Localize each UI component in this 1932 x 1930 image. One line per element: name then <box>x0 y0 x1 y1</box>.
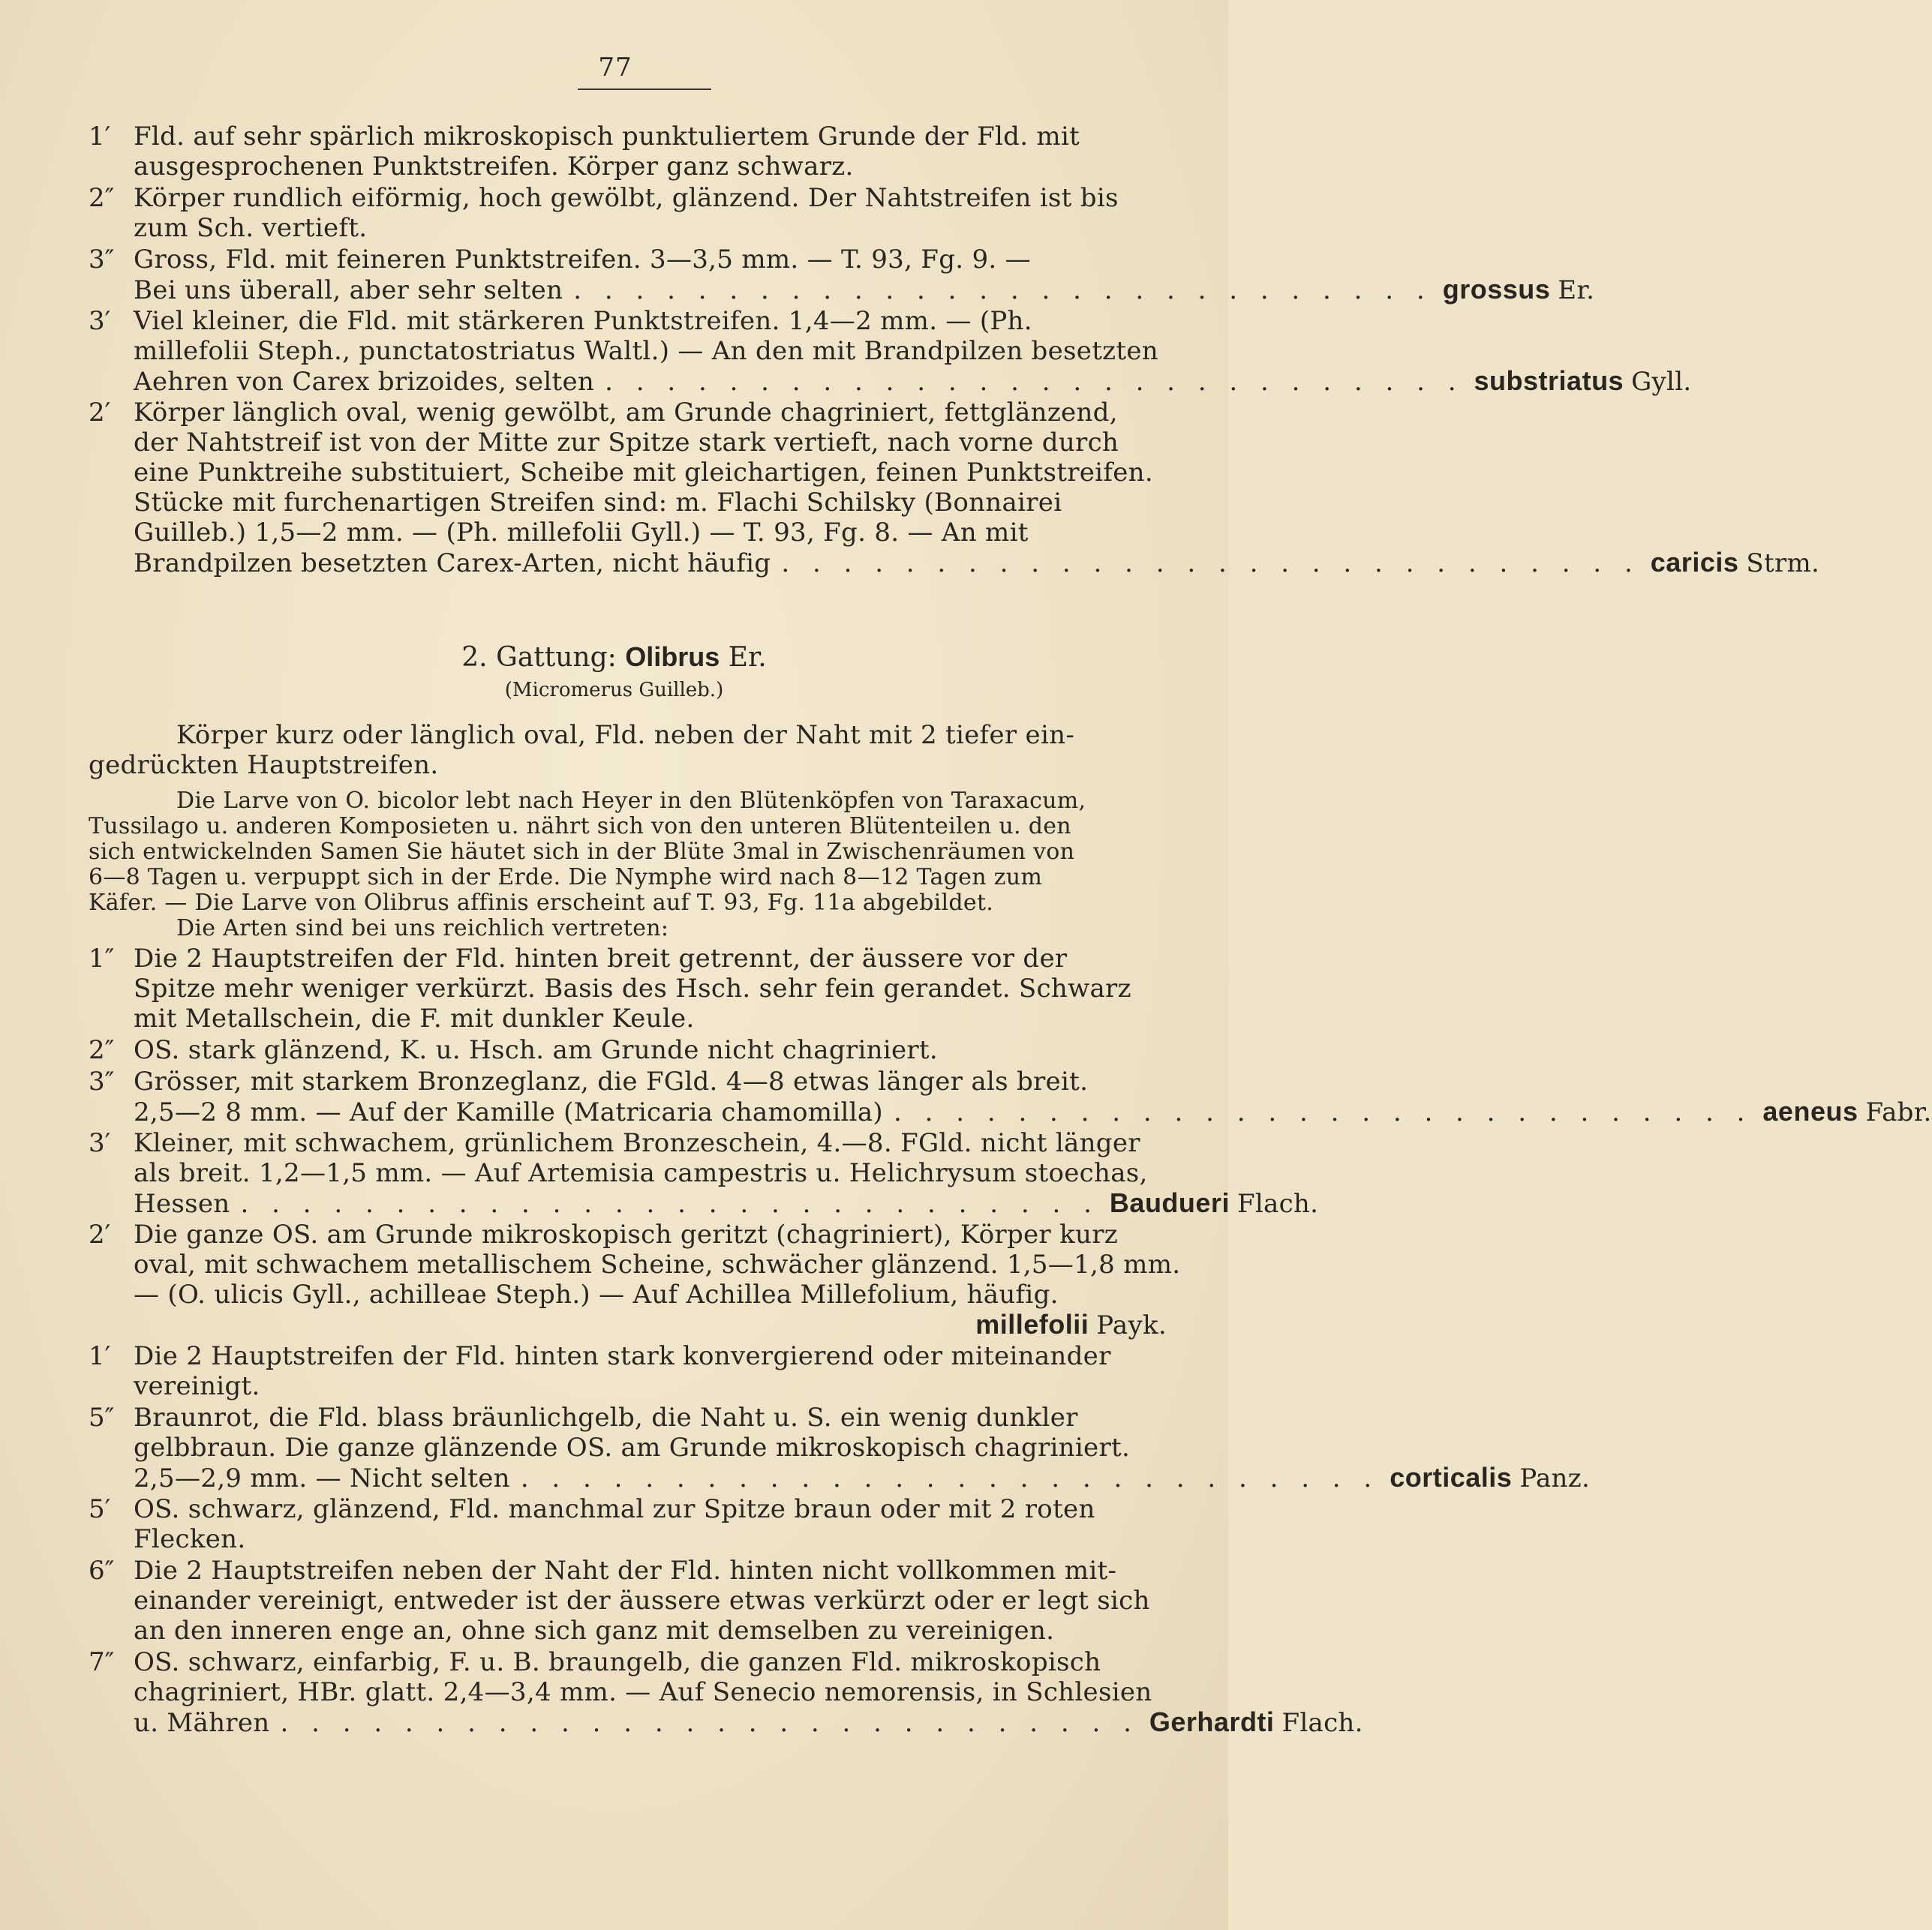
key-last-line <box>134 1096 1932 1127</box>
key-line: Stücke mit furchenartigen Streifen sind: m. Flachi Schilsky (Bonnairei <box>134 488 1062 518</box>
species-name: millefolii <box>975 1309 1089 1340</box>
key-line: Körper länglich oval, wenig gewölbt, am Grunde chagriniert, fettglänzend, <box>134 398 1118 428</box>
key-line: OS. schwarz, einfarbig, F. u. B. braungelb, die ganzen Fld. mikroskopisch <box>134 1647 1101 1677</box>
key-line: Braunrot, die Fld. blass bräunlichgelb, die Naht u. S. ein wenig dunkler <box>134 1403 1078 1433</box>
genus-author: Er. <box>728 642 767 673</box>
key-last-line <box>134 1310 1167 1340</box>
species-author: Payk. <box>1096 1310 1167 1340</box>
key-line: ausgesprochenen Punktstreifen. Körper ganz schwarz. <box>134 152 854 182</box>
key-line: Die ganze OS. am Grunde mikroskopisch geritzt (chagriniert), Körper kurz <box>134 1220 1118 1250</box>
species-name: caricis <box>1650 547 1739 578</box>
leader-dots: . . . . . . . . . . . . . . . . . . . . . . . . . . . . <box>280 1708 1139 1738</box>
key-line: Die 2 Hauptstreifen der Fld. hinten stark konvergierend oder miteinander <box>134 1341 1111 1371</box>
key-text: 2,5—2 8 mm. — Auf der Kamille (Matricaria chamomilla) <box>134 1097 883 1127</box>
key-line: Körper rundlich eiförmig, hoch gewölbt, glänzend. Der Nahtstreifen ist bis <box>134 183 1119 213</box>
species-name: corticalis <box>1390 1462 1513 1493</box>
page-number: 77 <box>598 53 632 83</box>
key-line: eine Punktreihe substituiert, Scheibe mit gleichartigen, feinen Punktstreifen. <box>134 458 1153 488</box>
key-text: u. Mähren <box>134 1708 270 1738</box>
species-name: substriatus <box>1474 365 1624 396</box>
key-text: Brandpilzen besetzten Carex-Arten, nicht häufig <box>134 548 771 578</box>
key-line: als breit. 1,2—1,5 mm. — Auf Artemisia campestris u. Helichrysum stoechas, <box>134 1158 1148 1188</box>
biology-line: Tussilago u. anderen Komposieten u. nährt sich von den unteren Blütenteilen u. den <box>89 813 1071 839</box>
key-line: zum Sch. vertieft. <box>134 213 368 243</box>
key-line: OS. stark glänzend, K. u. Hsch. am Grunde nicht chagriniert. <box>134 1035 939 1065</box>
species-author: Panz. <box>1519 1463 1591 1493</box>
key-number: 3″ <box>89 1067 115 1097</box>
key-number: 3′ <box>89 1128 111 1158</box>
species-author: Flach. <box>1236 1189 1319 1219</box>
page-number-rule <box>578 89 711 90</box>
key-line: vereinigt. <box>134 1371 260 1401</box>
key-number: 3′ <box>89 306 111 336</box>
key-line: Fld. auf sehr spärlich mikroskopisch punktuliertem Grunde der Fld. mit <box>134 122 1080 152</box>
intro-line: Körper kurz oder länglich oval, Fld. neben der Naht mit 2 tiefer ein- <box>176 720 1075 750</box>
key-number: 2″ <box>89 183 115 213</box>
leader-dots: . . . . . . . . . . . . . . . . . . . . . . . . . . . . <box>520 1463 1380 1493</box>
intro-line: gedrückten Hauptstreifen. <box>89 750 439 780</box>
key-line: Kleiner, mit schwachem, grünlichem Bronzeschein, 4.—8. FGld. nicht länger <box>134 1128 1140 1158</box>
key-line: millefolii Steph., punctatostriatus Waltl.) — An den mit Brandpilzen besetzten <box>134 336 1158 366</box>
leader-dots: . . . . . . . . . . . . . . . . . . . . . . . . . . . . <box>781 548 1640 578</box>
key-last-line <box>134 274 1595 305</box>
key-line: chagriniert, HBr. glatt. 2,4—3,4 mm. — Auf Senecio nemorensis, in Schlesien <box>134 1677 1152 1707</box>
key-text: 2,5—2,9 mm. — Nicht selten <box>134 1463 510 1493</box>
species-name: aeneus <box>1762 1096 1858 1127</box>
key-last-line <box>134 1462 1591 1493</box>
key-line: an den inneren enge an, ohne sich ganz mit demselben zu vereinigen. <box>134 1616 1055 1646</box>
leader-dots: . . . . . . . . . . . . . . . . . . . . . . . . . . . . <box>240 1189 1099 1219</box>
genus-heading-prefix: 2. Gattung: <box>461 642 617 673</box>
leader-dots: . . . . . . . . . . . . . . . . . . . . . . . . . . . . <box>893 1097 1753 1127</box>
key-line: Viel kleiner, die Fld. mit stärkeren Punktstreifen. 1,4—2 mm. — (Ph. <box>134 306 1032 336</box>
key-line: oval, mit schwachem metallischem Scheine, schwächer glänzend. 1,5—1,8 mm. <box>134 1250 1181 1280</box>
key-number: 5′ <box>89 1494 111 1524</box>
key-number: 2′ <box>89 398 111 428</box>
species-author: Strm. <box>1746 548 1820 578</box>
key-last-line <box>134 365 1692 397</box>
key-number: 2″ <box>89 1035 115 1065</box>
key-line: Grösser, mit starkem Bronzeglanz, die FGld. 4—8 etwas länger als breit. <box>134 1067 1089 1097</box>
species-author: Er. <box>1558 275 1595 305</box>
key-line: der Nahtstreif ist von der Mitte zur Spitze stark vertieft, nach vorne durch <box>134 428 1119 458</box>
biology-line: Die Arten sind bei uns reichlich vertreten: <box>176 915 669 941</box>
key-number: 1″ <box>89 944 115 974</box>
biology-line: Käfer. — Die Larve von Olibrus affinis erscheint auf T. 93, Fg. 11a abgebildet. <box>89 890 994 916</box>
key-line: Spitze mehr weniger verkürzt. Basis des Hsch. sehr fein gerandet. Schwarz <box>134 974 1131 1004</box>
key-line: Die 2 Hauptstreifen der Fld. hinten breit getrennt, der äussere vor der <box>134 944 1068 974</box>
species-name: Gerhardti <box>1149 1706 1275 1737</box>
key-line: Die 2 Hauptstreifen neben der Naht der Fld. hinten nicht vollkommen mit- <box>134 1556 1117 1586</box>
leader-dots: . . . . . . . . . . . . . . . . . . . . . . . . . . . . <box>573 275 1432 305</box>
key-text: Aehren von Carex brizoides, selten <box>134 367 595 397</box>
species-name: Bauduerі <box>1109 1187 1230 1218</box>
key-number: 1′ <box>89 1341 111 1371</box>
key-line: — (O. ulicis Gyll., achilleae Steph.) — Auf Achillea Millefolium, häufig. <box>134 1280 1059 1310</box>
biology-line: 6—8 Tagen u. verpuppt sich in der Erde. Die Nymphe wird nach 8—12 Tagen zum <box>89 864 1043 890</box>
key-line: einander vereinigt, entweder ist der äussere etwas verkürzt oder er legt sich <box>134 1586 1150 1616</box>
leader-dots: . . . . . . . . . . . . . . . . . . . . . . . . . . . . <box>605 367 1464 397</box>
key-number: 6″ <box>89 1556 115 1586</box>
species-author: Gyll. <box>1631 367 1692 397</box>
key-text: Bei uns überall, aber sehr selten <box>134 275 563 305</box>
key-text: Hessen <box>134 1189 230 1219</box>
key-number: 1′ <box>89 122 111 152</box>
key-number: 7″ <box>89 1647 115 1677</box>
key-line: Flecken. <box>134 1524 246 1554</box>
key-line: mit Metallschein, die F. mit dunkler Keule. <box>134 1004 695 1034</box>
genus-name: Olibrus <box>625 641 720 672</box>
key-number: 3″ <box>89 245 115 275</box>
key-number: 5″ <box>89 1403 115 1433</box>
key-last-line <box>134 547 1820 578</box>
key-line: Gross, Fld. mit feineren Punktstreifen. 3—3,5 mm. — T. 93, Fg. 9. — <box>134 245 1031 275</box>
biology-line: sich entwickelnden Samen Sie häutet sich in der Blüte 3mal in Zwischenräumen von <box>89 839 1075 865</box>
genus-synonym: (Micromerus Guilleb.) <box>504 679 724 701</box>
species-author: Flach. <box>1281 1708 1363 1738</box>
biology-line: Die Larve von O. bicolor lebt nach Heyer in den Blütenköpfen von Taraxacum, <box>176 788 1086 814</box>
key-last-line <box>134 1187 1319 1219</box>
key-line: gelbbraun. Die ganze glänzende OS. am Grunde mikroskopisch chagriniert. <box>134 1433 1131 1463</box>
genus-heading <box>0 641 1228 673</box>
key-line: Guilleb.) 1,5—2 mm. — (Ph. millefolii Gyll.) — T. 93, Fg. 8. — An mit <box>134 518 1029 548</box>
key-number: 2′ <box>89 1220 111 1250</box>
key-last-line <box>134 1706 1363 1738</box>
species-name: grossus <box>1442 274 1551 305</box>
key-line: OS. schwarz, glänzend, Fld. manchmal zur Spitze braun oder mit 2 roten <box>134 1494 1095 1524</box>
species-author: Fabr. <box>1865 1097 1932 1127</box>
